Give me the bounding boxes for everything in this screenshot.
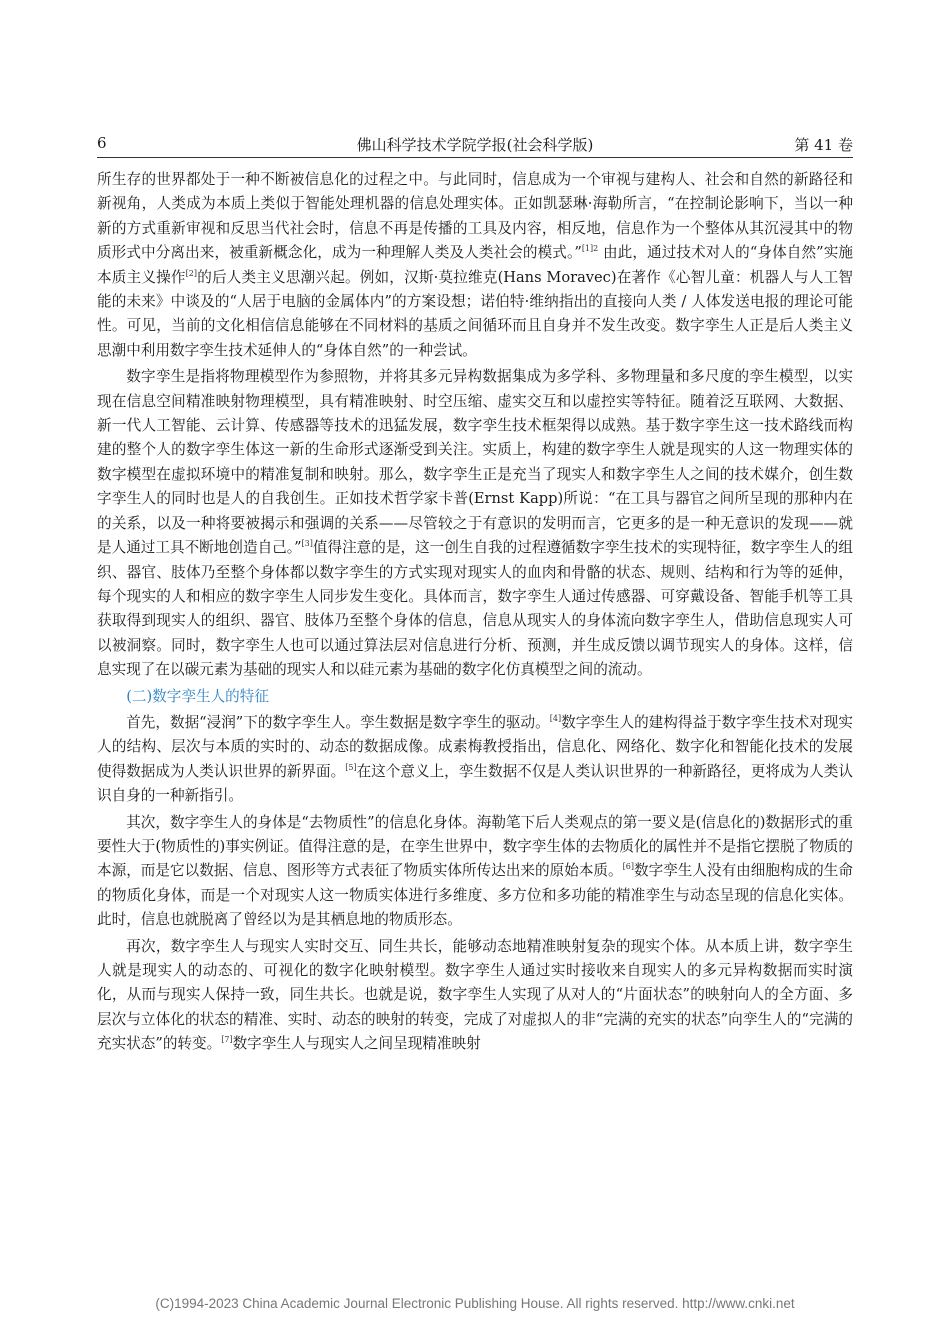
paragraph-text: 数字孪生人的建构得益于数字孪生技术对现实人的结构、层次与本质的实时的、动态的数据成像。成素梅教授指出，信息化、网络化、数字化和智能化技术的发展使得数据成为人类认识世界的新界面。 xyxy=(97,713,853,780)
paragraph-text: 其次，数字孪生人的身体是“去物质性”的信息化身体。海勒笔下后人类观点的第一要义是(信息化的)数据形式的重要性大于(物质性的)事实例证。值得注意的是，在孪生世界中，数字孪生体的去物质化的属性并不是指它摆脱了物质的本源，而是它以数据、信息、图形等方式表征了物质实体所传达出来的原始本质。 xyxy=(97,813,854,880)
page-number: 6 xyxy=(97,134,107,152)
section-heading: (二)数字孪生人的特征 xyxy=(126,687,269,705)
citation-7: [7] xyxy=(221,1035,233,1045)
citation-3: [3] xyxy=(301,539,313,549)
paragraph-text: 所生存的世界都处于一种不断被信息化的过程之中。与此同时，信息成为一个审视与建构人、社会和自然的新路径和新视角，人类成为本质上类似于智能处理机器的信息处理实体。正如凯瑟琳·海勒所言，“在控制论影响下，当以一种新的方式重新审视和反思当代社会时，信息不再是传播的工具及内容，相反地，信息作为一个整体从其沉浸其中的物质形式中分离出来，被重新概念化，成为一种理解人类及人类社会的模式。” xyxy=(97,171,853,262)
citation-6: [6] xyxy=(622,862,634,872)
citation-2: [2] xyxy=(185,268,198,278)
paragraph-5 xyxy=(97,935,853,1057)
paragraph-text: 数字孪生是指将物理模型作为参照物，并将其多元异构数据集成为多学科、多物理量和多尺度的孪生模型，以实现在信息空间精准映射物理模型，具有精准映射、时空压缩、虚实交互和以虚控实等特征。随着泛互联网、大数据、新一代人工智能、云计算、传感器等技术的迅猛发展，数字孪生技术框架得以成熟。基于数字孪生这一技术路线而构建的整个人的数字孪生体这一新的生命形式逐渐受到关注。实质上，构建的数字孪生人就是现实的人这一物理实体的数字模型在虚拟环境中的精准复制和映射。那么，数字孪生正是充当了现实人和数字孪生人之间的技术媒介，创生数字孪生人的同时也是人的自我创生。正如技术哲学家卡普(Ernst Kapp)所说：“在工具与器官之间所呈现的那种内在的关系，以及一种将要被揭示和强调的关系——尽管较之于有意识的发明而言，它更多的是一种无意识的发现——就是人通过工具不断地创造自己。” xyxy=(97,368,853,557)
journal-title: 佛山科学技术学院学报(社会科学版) xyxy=(356,136,594,154)
citation-1-2: [1]2 xyxy=(581,244,599,254)
citation-4: [4] xyxy=(549,713,562,723)
paragraph-text: 值得注意的是，这一创生自我的过程遵循数字孪生技术的实现特征，数字孪生人的组织、器官、肢体乃至整个身体都以数字孪生的方式实现对现实人的血肉和骨骼的状态、规则、结构和行为等的延伸，每个现实的人和相应的数字孪生人同步发生变化。具体而言，数字孪生人通过传感器、可穿戴设备、智能手机等工具获取得到现实人的组织、器官、肢体乃至整个身体的信息，信息从现实人的身体流向数字孪生人，借助信息现实人可以被洞察。同时，数字孪生人也可以通过算法层对信息进行分析、预测，并生成反馈以调节现实人的身体。这样，信息实现了在以碳元素为基础的现实人和以硅元素为基础的数字化仿真模型之间的流动。 xyxy=(97,539,853,679)
paragraph-text: 由此，通过技术对人的“身体自然”实施本质主义操作 xyxy=(97,244,854,286)
article-body xyxy=(97,168,853,1059)
paragraph-1 xyxy=(97,168,853,363)
citation-5: [5] xyxy=(345,762,357,772)
paragraph-text: 在这个意义上，孪生数据不仅是人类认识世界的一种新路径，更将成为人类认识自身的一种新指引。 xyxy=(97,762,853,805)
paragraph-text: 再次，数字孪生人与现实人实时交互、同生共长，能够动态地精准映射复杂的现实个体。从本质上讲，数字孪生人就是现实人的动态的、可视化的数字化映射模型。数字孪生人通过实时接收来自现实人的多元异构数据而实时演化，从而与现实人保持一致，同生共长。也就是说，数字孪生人实现了从对人的“片面状态”的映射向人的全方面、多层次与立体化的状态的精准、实时、动态的映射的转变，完成了对虚拟人的非“完满的充实的状态”向孪生人的“完满的充实状态”的转变。 xyxy=(97,937,853,1053)
paragraph-text: 的后人类主义思潮兴起。例如，汉斯·莫拉维克(Hans Moravec)在著作《心智儿童：机器人与人工智能的未来》中谈及的“人居于电脑的金属体内”的方案设想；诺伯特·维纳指出的直接向人类 / 人体发送电报的理论可能性。可见，当前的文化相信信息能够在不同材料的基质之间循环而且自身并不发生改变。数字孪生人正是后人类主义思潮中利用数字孪生技术延伸人的“身体自然”的一种尝试。 xyxy=(97,268,853,359)
paragraph-4 xyxy=(97,811,853,933)
paragraph-2 xyxy=(97,365,853,682)
paragraph-3 xyxy=(97,711,853,809)
volume-label: 第 41 卷 xyxy=(794,136,853,154)
copyright-footer: (C)1994-2023 China Academic Journal Electronic Publishing House. All rights reserved. http://www.cnki.net xyxy=(155,1296,795,1311)
paragraph-text: 数字孪生人没有由细胞构成的生命的物质化身体，而是一个对现实人这一物质实体进行多维度、多方位和多功能的精准孪生与动态呈现的信息化实体。此时，信息也就脱离了曾经以为是其栖息地的物质形态。 xyxy=(97,862,853,929)
paragraph-text: 首先，数据“浸润”下的数字孪生人。孪生数据是数字孪生的驱动。 xyxy=(126,713,550,731)
paragraph-text: 数字孪生人与现实人之间呈现精准映射 xyxy=(232,1035,481,1053)
header-rule xyxy=(97,157,853,158)
